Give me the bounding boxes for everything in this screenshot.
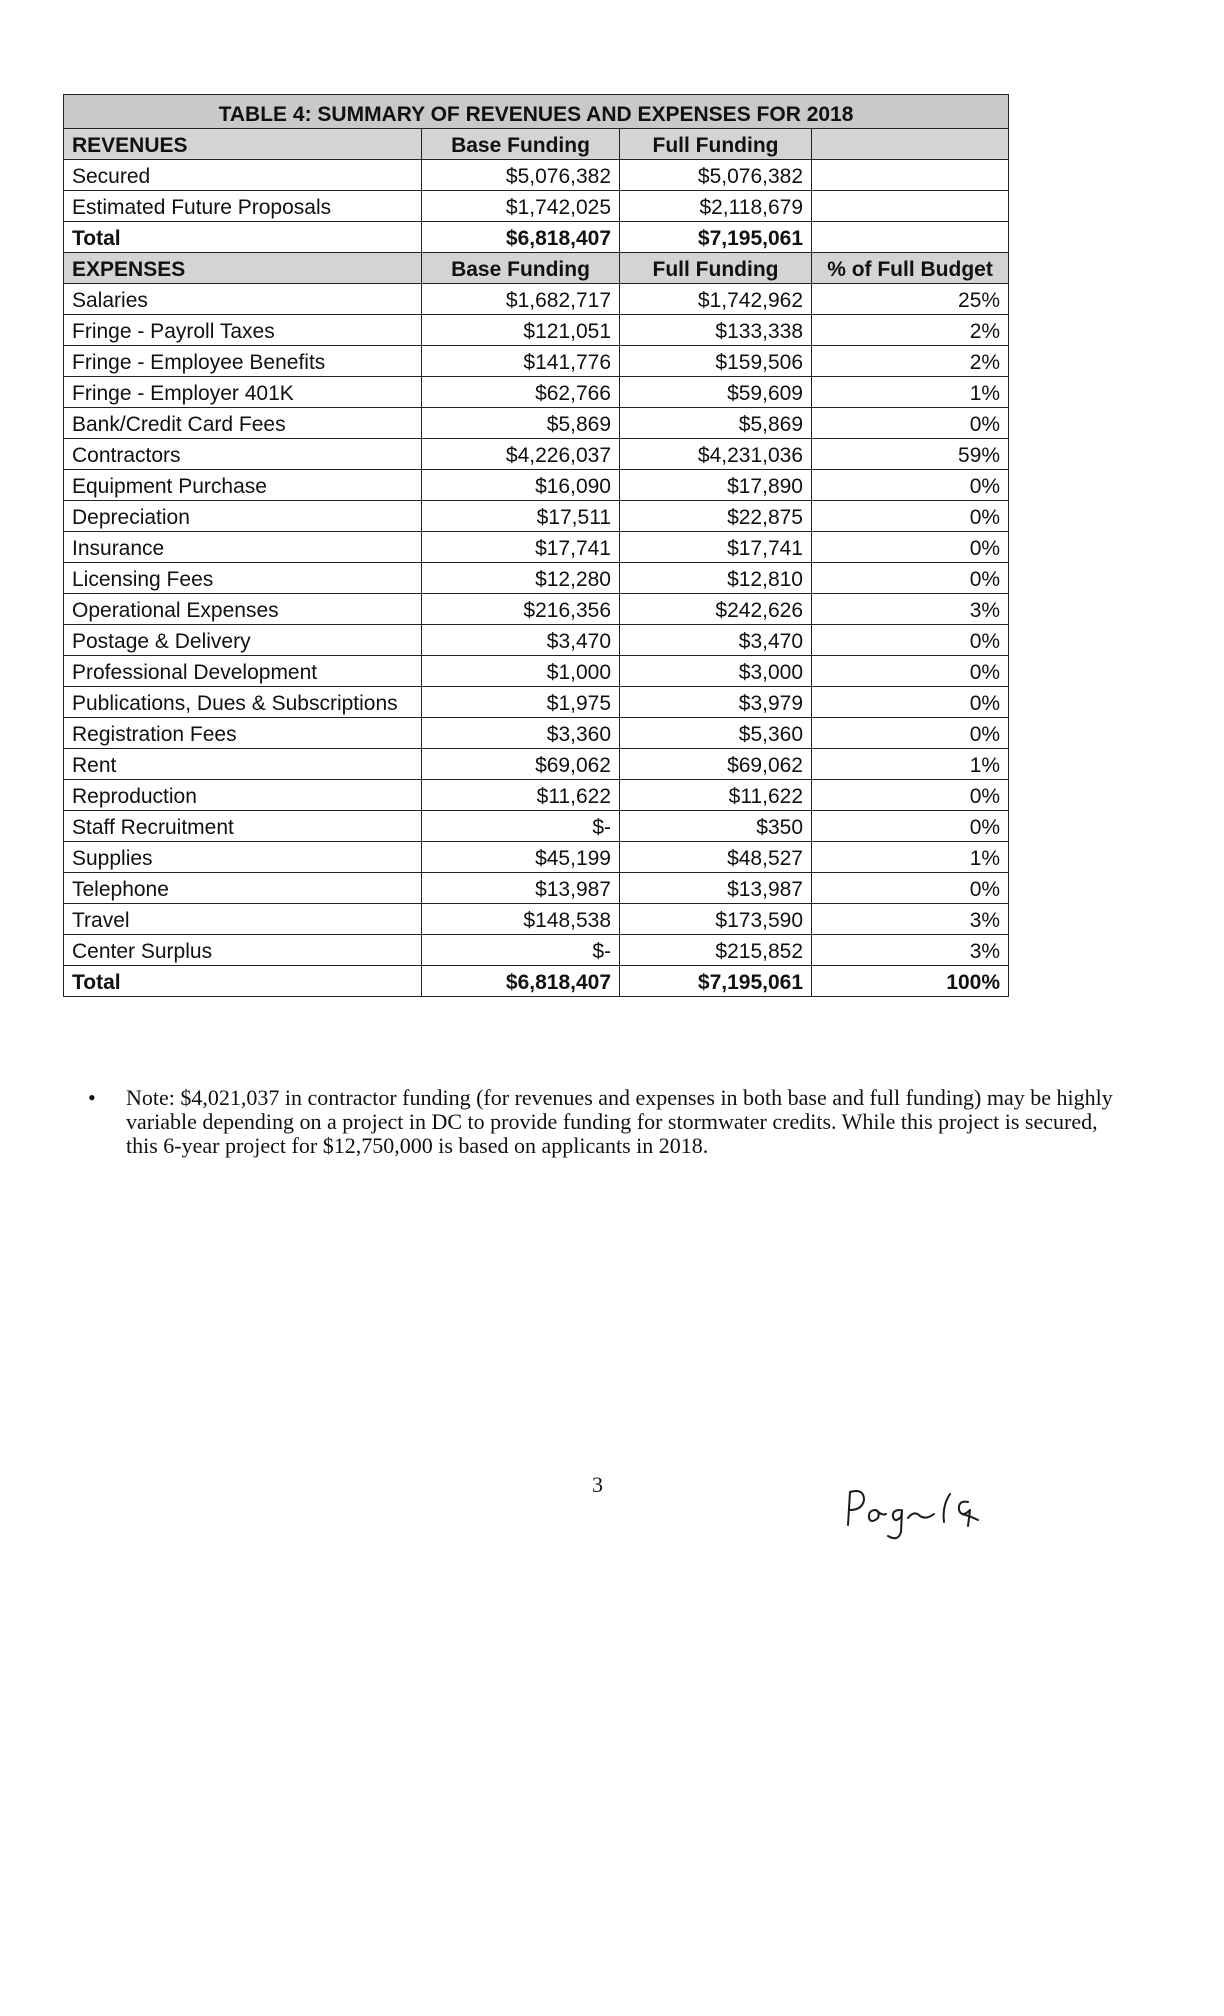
expense-pct: 1%	[812, 842, 1009, 873]
expense-base: $3,470	[422, 625, 620, 656]
revenue-base: $1,742,025	[422, 191, 620, 222]
expense-full: $350	[620, 811, 812, 842]
revenues-total-label: Total	[64, 222, 422, 253]
revenue-empty	[812, 191, 1009, 222]
expense-pct: 0%	[812, 873, 1009, 904]
expense-row	[64, 284, 1009, 315]
expense-row	[64, 501, 1009, 532]
expense-base: $4,226,037	[422, 439, 620, 470]
expense-pct: 25%	[812, 284, 1009, 315]
expense-pct: 0%	[812, 811, 1009, 842]
table-title: TABLE 4: SUMMARY OF REVENUES AND EXPENSES FOR 2018	[64, 95, 1009, 129]
expense-row	[64, 904, 1009, 935]
footnote	[88, 1086, 1128, 1158]
expense-pct: 0%	[812, 563, 1009, 594]
expenses-header-base: Base Funding	[422, 253, 620, 284]
expense-full: $3,979	[620, 687, 812, 718]
expenses-header-pct: % of Full Budget	[812, 253, 1009, 284]
expense-label: Postage & Delivery	[64, 625, 422, 656]
handwritten-page-annotation	[838, 1480, 998, 1550]
expense-pct: 1%	[812, 749, 1009, 780]
expenses-total-full: $7,195,061	[620, 966, 812, 997]
expense-label: Insurance	[64, 532, 422, 563]
footnote-text: Note: $4,021,037 in contractor funding (for revenues and expenses in both base and full funding) may be highly variable depending on a project in DC to provide funding for stormwater credits. While this project is secured, this 6-year project for $12,750,000 is based on applicants in 2018.	[126, 1085, 1113, 1158]
expense-label: Licensing Fees	[64, 563, 422, 594]
expense-row	[64, 873, 1009, 904]
revenue-label: Secured	[64, 160, 422, 191]
expense-row	[64, 625, 1009, 656]
revenue-row	[64, 160, 1009, 191]
expense-row	[64, 687, 1009, 718]
revenue-expense-summary-table	[63, 94, 1009, 997]
revenue-row	[64, 191, 1009, 222]
page-number: 3	[592, 1472, 603, 1497]
expense-pct: 3%	[812, 904, 1009, 935]
expense-base: $11,622	[422, 780, 620, 811]
expenses-total-pct: 100%	[812, 966, 1009, 997]
expense-label: Registration Fees	[64, 718, 422, 749]
expense-label: Bank/Credit Card Fees	[64, 408, 422, 439]
expense-full: $12,810	[620, 563, 812, 594]
expense-label: Reproduction	[64, 780, 422, 811]
expenses-header-full: Full Funding	[620, 253, 812, 284]
expense-pct: 0%	[812, 408, 1009, 439]
expense-full: $159,506	[620, 346, 812, 377]
expense-row	[64, 935, 1009, 966]
expense-base: $216,356	[422, 594, 620, 625]
expense-base: $1,000	[422, 656, 620, 687]
expense-pct: 2%	[812, 346, 1009, 377]
expense-pct: 3%	[812, 594, 1009, 625]
expense-row	[64, 470, 1009, 501]
revenues-header-label: REVENUES	[64, 129, 422, 160]
expense-label: Fringe - Payroll Taxes	[64, 315, 422, 346]
expenses-header-row	[64, 253, 1009, 284]
expense-row	[64, 749, 1009, 780]
expense-base: $13,987	[422, 873, 620, 904]
expense-pct: 0%	[812, 532, 1009, 563]
expense-row	[64, 780, 1009, 811]
expense-base: $-	[422, 935, 620, 966]
expense-base: $17,741	[422, 532, 620, 563]
expense-pct: 0%	[812, 687, 1009, 718]
expense-row	[64, 718, 1009, 749]
expense-base: $121,051	[422, 315, 620, 346]
expense-label: Depreciation	[64, 501, 422, 532]
expense-base: $45,199	[422, 842, 620, 873]
expense-base: $-	[422, 811, 620, 842]
revenues-header-full: Full Funding	[620, 129, 812, 160]
expense-full: $4,231,036	[620, 439, 812, 470]
revenues-header-empty	[812, 129, 1009, 160]
expense-base: $3,360	[422, 718, 620, 749]
expenses-header-label: EXPENSES	[64, 253, 422, 284]
revenues-total-full: $7,195,061	[620, 222, 812, 253]
expense-pct: 0%	[812, 656, 1009, 687]
expense-full: $215,852	[620, 935, 812, 966]
revenues-header-base: Base Funding	[422, 129, 620, 160]
expense-full: $242,626	[620, 594, 812, 625]
expense-row	[64, 811, 1009, 842]
expense-full: $69,062	[620, 749, 812, 780]
expense-base: $17,511	[422, 501, 620, 532]
revenues-header-row	[64, 129, 1009, 160]
expense-base: $5,869	[422, 408, 620, 439]
expense-full: $48,527	[620, 842, 812, 873]
expense-full: $13,987	[620, 873, 812, 904]
expense-row	[64, 594, 1009, 625]
expense-pct: 0%	[812, 625, 1009, 656]
expense-full: $173,590	[620, 904, 812, 935]
expense-full: $133,338	[620, 315, 812, 346]
expenses-total-label: Total	[64, 966, 422, 997]
expense-row	[64, 563, 1009, 594]
expense-base: $62,766	[422, 377, 620, 408]
expense-pct: 0%	[812, 718, 1009, 749]
expense-base: $69,062	[422, 749, 620, 780]
expense-full: $3,470	[620, 625, 812, 656]
expense-label: Contractors	[64, 439, 422, 470]
expense-full: $11,622	[620, 780, 812, 811]
expense-full: $17,741	[620, 532, 812, 563]
expense-row	[64, 842, 1009, 873]
expense-label: Operational Expenses	[64, 594, 422, 625]
revenue-label: Estimated Future Proposals	[64, 191, 422, 222]
expense-label: Supplies	[64, 842, 422, 873]
expense-row	[64, 315, 1009, 346]
expense-row	[64, 346, 1009, 377]
expense-row	[64, 656, 1009, 687]
revenues-total-empty	[812, 222, 1009, 253]
expense-row	[64, 439, 1009, 470]
expense-pct: 3%	[812, 935, 1009, 966]
expense-full: $17,890	[620, 470, 812, 501]
expense-label: Telephone	[64, 873, 422, 904]
expense-label: Equipment Purchase	[64, 470, 422, 501]
expense-pct: 0%	[812, 501, 1009, 532]
revenue-base: $5,076,382	[422, 160, 620, 191]
expense-label: Professional Development	[64, 656, 422, 687]
expenses-total-base: $6,818,407	[422, 966, 620, 997]
expense-row	[64, 532, 1009, 563]
expense-label: Rent	[64, 749, 422, 780]
expense-full: $5,869	[620, 408, 812, 439]
expense-label: Travel	[64, 904, 422, 935]
expense-row	[64, 377, 1009, 408]
expense-base: $148,538	[422, 904, 620, 935]
expense-full: $59,609	[620, 377, 812, 408]
expense-row	[64, 408, 1009, 439]
expenses-total-row	[64, 966, 1009, 997]
expense-pct: 2%	[812, 315, 1009, 346]
expense-label: Center Surplus	[64, 935, 422, 966]
expense-full: $5,360	[620, 718, 812, 749]
expense-base: $12,280	[422, 563, 620, 594]
revenue-full: $5,076,382	[620, 160, 812, 191]
expense-pct: 0%	[812, 780, 1009, 811]
expense-pct: 59%	[812, 439, 1009, 470]
expense-label: Fringe - Employee Benefits	[64, 346, 422, 377]
expense-label: Staff Recruitment	[64, 811, 422, 842]
expense-full: $22,875	[620, 501, 812, 532]
expense-base: $1,975	[422, 687, 620, 718]
expense-label: Fringe - Employer 401K	[64, 377, 422, 408]
expense-label: Publications, Dues & Subscriptions	[64, 687, 422, 718]
expense-full: $1,742,962	[620, 284, 812, 315]
expense-base: $141,776	[422, 346, 620, 377]
revenues-total-base: $6,818,407	[422, 222, 620, 253]
bullet-icon: •	[88, 1085, 96, 1110]
revenue-full: $2,118,679	[620, 191, 812, 222]
table-title-row	[64, 95, 1009, 129]
revenue-empty	[812, 160, 1009, 191]
expense-label: Salaries	[64, 284, 422, 315]
expense-pct: 1%	[812, 377, 1009, 408]
expense-base: $1,682,717	[422, 284, 620, 315]
expense-base: $16,090	[422, 470, 620, 501]
expense-pct: 0%	[812, 470, 1009, 501]
expense-full: $3,000	[620, 656, 812, 687]
revenues-total-row	[64, 222, 1009, 253]
